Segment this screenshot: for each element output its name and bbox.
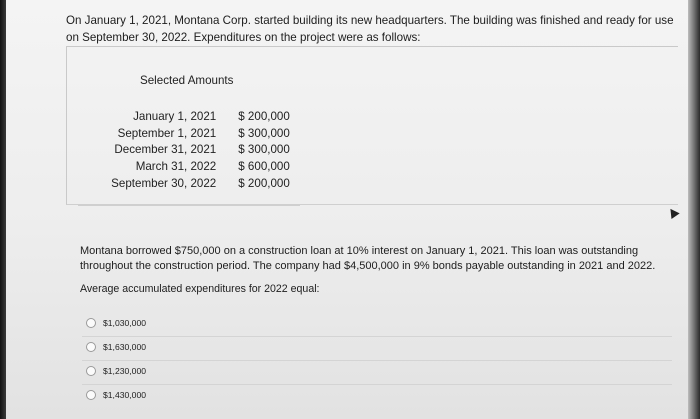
answer-option-4[interactable] [86,385,672,405]
expenditures-table [96,108,296,192]
expenditure-amount: $ 200,000 [238,177,290,191]
question-prompt: Average accumulated expenditures for 2022 equal: [80,283,320,295]
intro-text: On January 1, 2021, Montana Corp. started building its new headquarters. The building was finished and ready for use on September 30, 2022. Expenditures on the project were as follows: [66,14,674,44]
table-row [96,158,296,175]
table-row [96,175,296,192]
expenditure-amount: $ 300,000 [238,143,290,157]
table-divider [78,205,300,206]
radio-button-icon[interactable] [86,390,96,400]
radio-button-icon[interactable] [86,342,96,352]
screen-left-bezel [0,0,6,419]
expenditure-date: September 30, 2022 [111,177,217,191]
table-title: Selected Amounts [140,74,234,87]
expenditure-date: March 31, 2022 [135,160,217,174]
expenditure-amount: $ 600,000 [238,160,290,174]
expenditure-amount: $ 300,000 [238,126,290,140]
expenditure-amount: $ 200,000 [238,109,290,123]
table-row [96,142,296,159]
answer-option-3[interactable] [86,361,672,381]
answer-option-label: $1,030,000 [103,318,147,328]
table-row [96,108,296,125]
answer-option-2[interactable] [86,337,672,357]
answer-option-1[interactable] [86,313,672,333]
question-text: Montana borrowed $750,000 on a construction loan at 10% interest on January 1, 2021. This loan was outstanding throughout the construction period. The company had $4,500,000 in 9% bonds payable outstanding in 2021 and 2022. [80,245,656,272]
answer-option-label: $1,630,000 [103,342,147,352]
answer-option-label: $1,230,000 [103,366,147,376]
radio-button-icon[interactable] [86,366,96,376]
expenditure-date: December 31, 2021 [114,143,217,157]
expenditure-date: September 1, 2021 [117,126,217,140]
answer-option-label: $1,430,000 [103,390,147,400]
mouse-cursor-icon [666,206,679,219]
screen-right-bezel [688,0,700,419]
radio-button-icon[interactable] [86,318,96,328]
expenditure-date: January 1, 2021 [133,109,217,123]
table-row [96,125,296,142]
